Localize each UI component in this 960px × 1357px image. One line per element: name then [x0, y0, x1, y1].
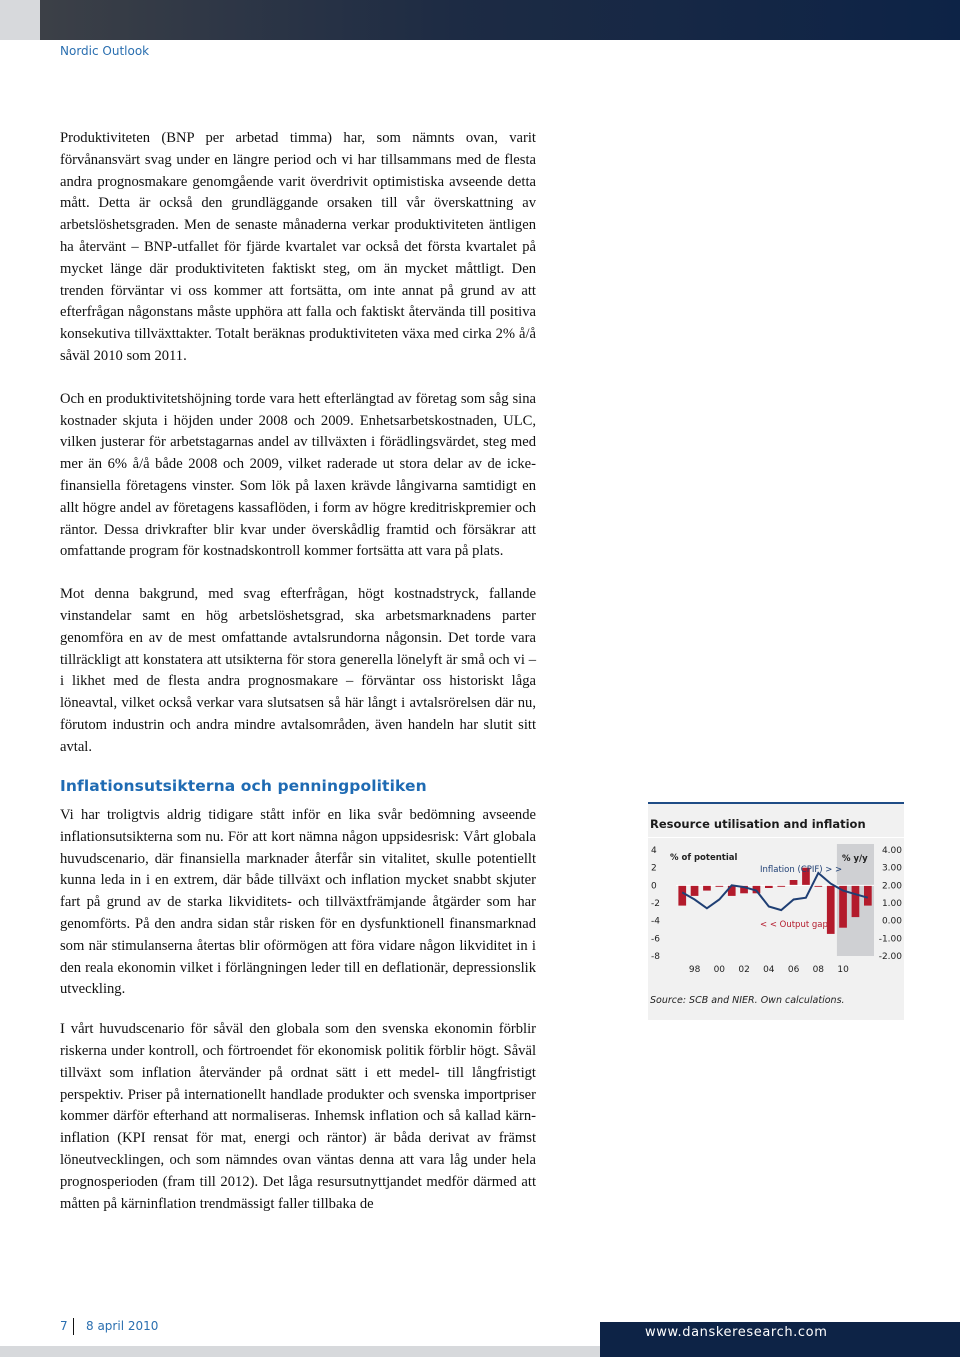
paragraph: Produktiviteten (BNP per arbetad timma) har, som nämnts ovan, varit förvånansvärt svag under en längre period och vi har tillsammans med de flesta andra prognosmakare genomgående varit överdrivit optimistiska avseende detta mått. Detta är också den grundläggande orsaken till vår överskattning av arbetslöshetsgraden. Men de senaste månaderna verkar produktiviteten äntligen ha återvänt – BNP-utfallet för fjärde kvartalet var också det första kvartalet på mycket länge där produktiviteten faktiskt steg, om än mycket måttligt. Den trenden förväntar vi oss kommer att fortsätta, om inte annat på grund av att efterfrågan någonstans måste upphöra att falla och faktiskt återvända till positiva konsekutiva tillväxttakter. Totalt beräknas produktiviteten växa med cirka 2% å/å såväl 2010 som 2011. — [60, 130, 536, 364]
body-column-section2 — [60, 805, 536, 1233]
right-tick-label: 2.00 — [881, 881, 902, 892]
output-gap-bar — [790, 880, 798, 885]
inflation-annotation: Inflation (CPIF) > > — [760, 865, 843, 875]
right-axis-ticks — [879, 846, 903, 962]
chart-top-rule — [648, 802, 904, 804]
paragraph: I vårt huvudscenario för såväl den globala som den svenska ekonomin förblir riskerna under kontroll, och förtroendet för ekonomisk politik förblir högt. Såväl tillväxt som inflation återvänder på ordnat sätt i ett medel- till långfristigt perspektiv. Priser på internationellt handlade produkter och svenska importpriser kommer därför efterhand att normaliseras. Inhemsk inflation och så kallad kärn-inflation (KPI rensat för mat, energi och räntor) är båda derivat av främst löneutvecklingen, och som nämndes ovan väntas denna att vara låg under hela prognosperioden (fram till 2012). Det låga resursutnyttjandet medför därmed att måtten på kärninflation trendmässigt faller tillbaka de — [60, 1021, 536, 1212]
output-gap-bar — [691, 885, 699, 896]
right-tick-label: -2.00 — [878, 952, 902, 962]
left-axis-ticks — [651, 846, 660, 962]
body-column-section1 — [60, 128, 536, 780]
resource-utilisation-chart — [648, 838, 904, 988]
x-tick-label: 04 — [763, 965, 775, 975]
output-gap-bar — [852, 885, 860, 917]
paragraph: Vi har troligtvis aldrig tidigare stått inför en lika svår bedömning avseende inflationsutsikterna som nu. För att kort nämna någon uppsidesrisk: Vårt globala huvudscenario, där finansiella marknader återfår sin vitalitet, skulle potentiellt kunna leda in i en extrem, där både tillväxt och inflation mycket snabbt skjuter fart på grund av de starka likviditets- och tillväxtfrämjande åtgärder som har genomförts. På den andra sidan står risken för en dysfunktionell finansmarknad som när stimulanserna återtas blir oförmögen att föra vidare någon likviditet in i den reala ekonomin vilket i förlängningen leder till en deflationär, depressionslik utveckling. — [60, 807, 536, 998]
footer-divider — [73, 1318, 74, 1335]
right-tick-label: 1.00 — [881, 899, 902, 909]
left-tick-label: -2 — [651, 899, 660, 909]
x-tick-label: 06 — [787, 965, 800, 975]
paragraph: Och en produktivitetshöjning torde vara hett efterlängtad av företag som såg sina kostnader skjuta i höjden under 2008 och 2009. Enhetsarbetskostnaden, ULC, vilken justerar för arbetstagarnas andel av tillväxten i förädlingsvärdet, steg med mer än 6% å/å både 2008 och 2009, vilket raderade ut stora delar av de icke-finansiella företagens vinster. Som lök på laxen krävde långivarna samtidigt en allt högre andel av företagens kassaflöden, i form av högre kreditriskpremier och räntor. Dessa drivkrafter blir kvar under överskådlig framtid och försäkrar att omfattande program för kostnadskontroll kommer fortsätta att vara på plats. — [60, 390, 536, 560]
left-tick-label: 4 — [651, 846, 657, 856]
right-tick-label: 3.00 — [881, 863, 902, 874]
left-tick-label: 0 — [651, 881, 657, 892]
output-gap-bar — [864, 885, 872, 905]
paragraph: Mot denna bakgrund, med svag efterfrågan, högt kostnadstryck, fallande vinstandelar samt en hög arbetslöshetsgrad, ska arbetsmarknadens parter genomföra en av de mest omfattande avtalsrundorna någonsin. Det torde vara tillräckligt att konstatera att utsikterna för stora generella lönelyft är små och vi – i likhet med de flesta andra prognosmakare – förväntar oss historiskt låga löneavtal, vilket också verkar vara slutsatsen så här långt i avtalsrörelsen där nu, förutom industrin och andra mindre avtalsområden, även handeln har slutit sitt avtal. — [60, 586, 536, 755]
output-gap-bar — [827, 885, 835, 934]
x-tick-label: 98 — [688, 965, 701, 975]
chart-title: Resource utilisation and inflation — [650, 817, 866, 831]
x-tick-label: 10 — [837, 965, 849, 975]
left-tick-label: -4 — [651, 916, 660, 927]
top-banner-dark — [40, 0, 960, 40]
x-tick-label: 00 — [713, 965, 726, 975]
chart-source: Source: SCB and NIER. Own calculations. — [650, 995, 845, 1006]
section-heading: Inflationsutsikterna och penningpolitiken — [60, 777, 427, 795]
left-tick-label: -8 — [651, 952, 660, 962]
left-tick-label: -6 — [651, 934, 660, 945]
publication-title: Nordic Outlook — [60, 44, 150, 58]
bottom-banner — [0, 1346, 600, 1357]
x-tick-label: 08 — [812, 965, 825, 975]
output-gap-annotation: < < Output gap — [760, 920, 828, 930]
right-axis-unit: % y/y — [842, 854, 868, 864]
right-tick-label: 0.00 — [881, 916, 902, 927]
left-axis-unit: % of potential — [670, 853, 738, 863]
publication-date: 8 april 2010 — [86, 1319, 159, 1333]
right-tick-label: 4.00 — [881, 846, 902, 856]
x-tick-label: 02 — [738, 965, 750, 975]
output-gap-bar — [678, 885, 686, 905]
page-number: 7 — [60, 1319, 68, 1333]
website-link[interactable]: www.danskeresearch.com — [645, 1325, 828, 1340]
x-axis-ticks — [689, 965, 849, 975]
left-tick-label: 2 — [651, 863, 657, 874]
output-gap-bar — [703, 885, 711, 890]
right-tick-label: -1.00 — [878, 934, 902, 945]
